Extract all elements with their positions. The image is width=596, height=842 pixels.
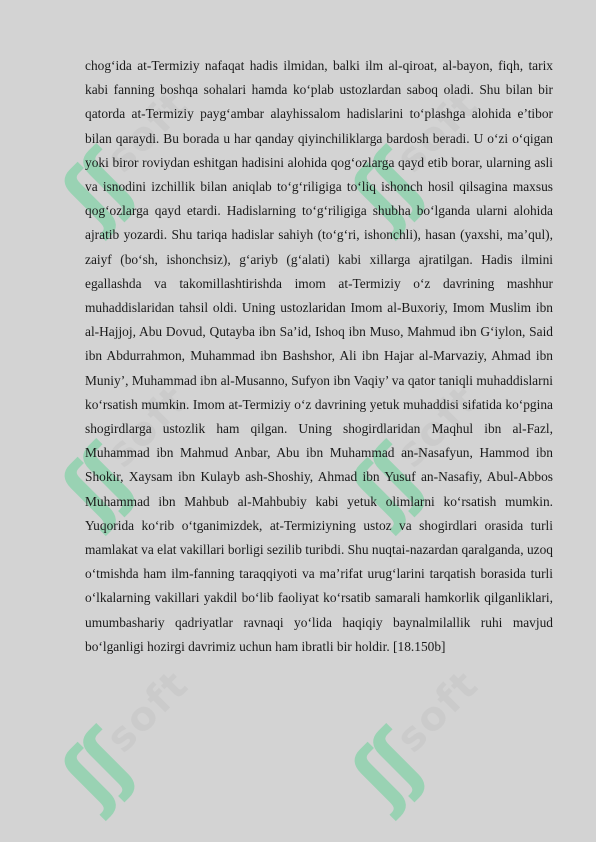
watermark-glyph: ʃʃ — [335, 434, 437, 536]
watermark-word: soft — [387, 661, 488, 762]
watermark-glyph: ʃʃ — [335, 139, 437, 241]
watermark-logo — [46, 649, 218, 821]
watermark-word: soft — [97, 81, 198, 182]
watermark-word: soft — [97, 661, 198, 762]
watermark-glyph: ʃʃ — [45, 139, 147, 241]
watermark-word: soft — [387, 81, 488, 182]
watermark-logo — [336, 649, 508, 821]
watermark-glyph: ʃʃ — [335, 719, 437, 821]
body-paragraph: chog‘ida at-Termiziy nafaqat hadis ilmidan, balki ilm al-qiroat, al-bayon, fiqh, tarix kabi fanning boshqa sohalari hamda ko‘plab ustozlardan saboq oladi. Shu bilan bir qatorda at-Termiziy payg‘ambar alayhissalom hadislarini to‘plashga alohida e’tibor bilan qaraydi. Bu borada u har qanday qiyinchiliklarga bardosh beradi. U o‘zi o‘qigan yoki biror roviydan eshitgan hadisini alohida qog‘ozlarga qayd etib borar, ularning asli va isnodini izchillik bilan aniqlab to‘g‘riligiga to‘liq ishonch hosil qilsagina maxsus qog‘ozlarga qayd etardi. Hadislarning to‘g‘riligiga shubha bo‘lganda ularni alohida ajratib yozardi. Shu tariqa hadislar sahiyh (to‘g‘ri, ishonchli), hasan (yaxshi, ma’qul), zaiyf (bo‘sh, ishonchsiz), g‘ariyb (g‘alati) kabi xillarga ajratilgan. Hadis ilmini egallashda va takomillashtirishda imom at-Termiziy o‘z davrining mashhur muhaddislaridan tahsil oldi. Uning ustozlaridan Imom al-Buxoriy, Imom Muslim ibn al-Hajjoj, Abu Dovud, Qutayba ibn Sa’id, Ishoq ibn Muso, Mahmud ibn G‘iylon, Said ibn Abdurrahmon, Muhammad ibn Bashshor, Ali ibn Hajar al-Marvaziy, Ahmad ibn Muniy’, Muhammad ibn al-Musanno, Sufyon ibn Vaqiy’ va qator taniqli muhaddislarni ko‘rsatish mumkin. Imom at-Termiziy o‘z davrining yetuk muhaddisi sifatida ko‘pgina shogirdlarga ustozlik ham qilgan. Uning shogirdlaridan Maqhul ibn al-Fazl, Muhammad ibn Mahmud Anbar, Abu ibn Muhammad an-Nasafyun, Hammod ibn Shokir, Xaysam ibn Kulayb ash-Shoshiy, Ahmad ibn Yusuf an-Nasafiy, Abul-Abbos Muhammad ibn Mahbub al-Mahbubiy kabi yetuk olimlarni ko‘rsatish mumkin. Yuqorida ko‘rib o‘tganimizdek, at-Termiziyning ustoz va shogirdlari orasida turli mamlakat va elat vakillari borligi sezilib turibdi. Shu nuqtai-nazardan qaralganda, uzoq o‘tmishda ham ilm-fanning taraqqiyoti va ma’rifat urug‘larini tarqatish borasida turli o‘lkalarning vakillari yakdil bo‘lib faoliyat ko‘rsatib samarali hamkorlik qilganliklari, umumbashariy qadriyatlar ravnaqi yo‘lida haqiqiy baynalmilallik ruhi mavjud bo‘lganligi hozirgi davrimiz uchun ham ibratli bir holdir. [18.150b] — [85, 58, 553, 654]
watermark-word: soft — [387, 376, 488, 477]
watermark-word: soft — [97, 376, 198, 477]
watermark-glyph: ʃʃ — [45, 434, 147, 536]
watermark-glyph: ʃʃ — [45, 719, 147, 821]
